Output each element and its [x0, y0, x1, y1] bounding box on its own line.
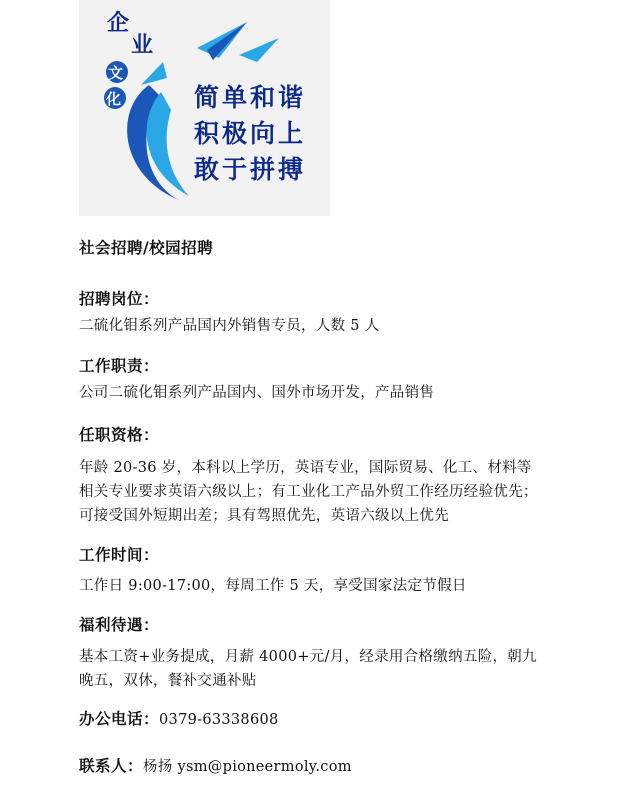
section-label-benefits: 福利待遇：	[79, 615, 160, 634]
contact-label: 联系人：	[79, 756, 144, 775]
slogan-1: 简单和谐	[194, 83, 307, 112]
logo-char-1: 企	[107, 10, 130, 36]
benefits-line-2: 晚五，双休，餐补交通补贴	[79, 673, 257, 689]
logo-char-4: 化	[106, 90, 122, 108]
qualifications-line-1: 年龄 20-36 岁，本科以上学历，英语专业，国际贸易、化工、材料等	[79, 460, 532, 476]
section-label-hours: 工作时间：	[79, 545, 160, 564]
logo-graphic	[79, 0, 330, 216]
qualifications-line-3: 可接受国外短期出差；具有驾照优先，英语六级以上优先	[79, 508, 449, 524]
phone-label: 办公电话：	[79, 709, 160, 728]
duties-text: 公司二硫化钼系列产品国内、国外市场开发，产品销售	[79, 385, 435, 401]
page-title: 社会招聘/校园招聘	[79, 238, 214, 257]
contact-value: 杨扬 ysm@pioneermoly.com	[143, 759, 352, 775]
section-label-qualifications: 任职资格：	[79, 425, 160, 444]
company-culture-logo	[79, 0, 330, 216]
hours-text: 工作日 9:00-17:00，每周工作 5 天，享受国家法定节假日	[79, 578, 467, 594]
benefits-line-1: 基本工资+业务提成，月薪 4000+元/月，经录用合格缴纳五险，朝九	[79, 649, 537, 665]
qualifications-line-2: 相关专业要求英语六级以上；有工业化工产品外贸工作经历经验优先；	[79, 484, 538, 500]
slogan-3: 敢于拼搏	[194, 155, 307, 184]
contact-person	[79, 754, 352, 779]
logo-char-3: 文	[108, 64, 124, 82]
position-text: 二硫化钼系列产品国内外销售专员，人数 5 人	[79, 318, 380, 334]
section-label-position: 招聘岗位：	[79, 289, 160, 308]
section-label-duties: 工作职责：	[79, 356, 160, 375]
phone-number: 0379-63338608	[159, 712, 279, 728]
logo-char-2: 业	[131, 32, 154, 58]
office-phone	[79, 707, 279, 732]
slogan-2: 积极向上	[194, 119, 307, 148]
